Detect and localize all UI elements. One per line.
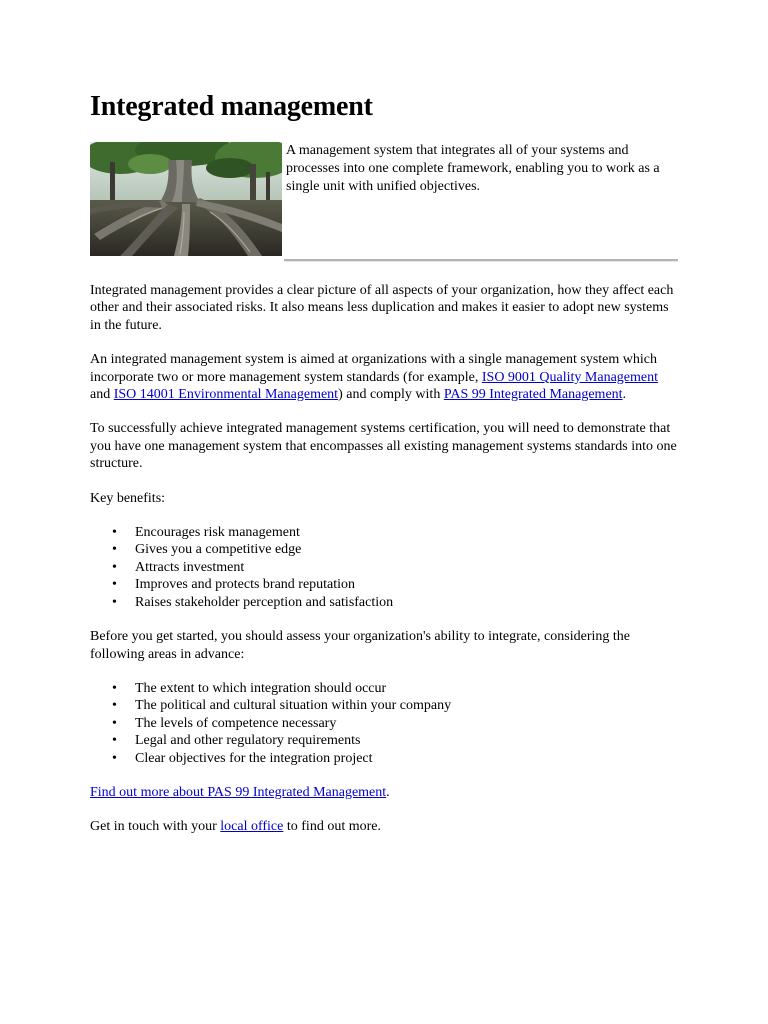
bullet-glyph: • [112,750,117,766]
list-item [90,576,680,593]
iso-14001-link[interactable]: ISO 14001 Environmental Management [113,387,339,403]
list-item-text: Clear objectives for the integration project [135,750,373,766]
list-item-text: Improves and protects brand reputation [135,577,356,593]
paragraph-text: . [386,784,390,800]
paragraph-overview: Integrated management provides a clear picture of all aspects of your organization, how they affect each other and their associated risks. It also means less duplication and makes it easier to adopt new systems in the future. [90,283,674,333]
bullet-glyph: • [112,733,117,749]
paragraph-before-started: Before you get started, you should assess your organization's ability to integrate, considering the following areas in advance: [90,629,630,662]
paragraph-text: Get in touch with your [90,819,221,835]
bullet-glyph: • [112,525,117,541]
benefits-list [90,524,680,611]
article-body [90,282,680,853]
list-item-text: The political and cultural situation within your company [135,698,452,714]
find-out-more-paragraph [90,784,680,801]
paragraph-text: to find out more. [283,819,381,835]
paragraph-audience [90,351,680,403]
intro-text: A management system that integrates all of your systems and processes into one complete framework, enabling you to work as a single unit with unified objectives. [286,143,660,194]
intro-section [90,142,680,272]
document-page [90,86,680,835]
page-title: Integrated management [90,91,373,122]
list-item-text: Gives you a competitive edge [135,542,302,558]
intro-divider [284,259,678,262]
local-office-link[interactable]: local office [220,819,284,835]
paragraph-text: An integrated management system is aimed at organizations with a single management system which incorporate two or more management system standards (for example, [90,352,657,385]
list-item-text: Raises stakeholder perception and satisfaction [135,594,394,610]
list-item [90,732,680,749]
bullet-glyph: • [112,715,117,731]
list-item [90,559,680,576]
paragraph-certification: To successfully achieve integrated management systems certification, you will need to demonstrate that you have one management system that encompasses all existing management systems standards into one structure. [90,421,677,472]
list-item-text: Attracts investment [135,559,245,575]
bullet-glyph: • [112,680,117,696]
bullet-glyph: • [112,577,117,593]
iso-9001-link[interactable]: ISO 9001 Quality Management [481,369,659,385]
contact-paragraph [90,818,680,835]
list-item-text: The levels of competence necessary [135,715,337,731]
list-item [90,697,680,714]
list-item-text: Encourages risk management [135,525,300,541]
pas-99-link[interactable]: PAS 99 Integrated Management [443,387,623,403]
bullet-glyph: • [112,594,117,610]
paragraph-text: and [90,387,114,403]
paragraph-text: ) and comply with [338,387,444,403]
find-out-more-link[interactable]: Find out more about PAS 99 Integrated Management [90,784,387,800]
list-item [90,541,680,558]
tree-roots-photo [90,142,282,256]
bullet-glyph: • [112,698,117,714]
list-item-text: The extent to which integration should occur [135,680,387,696]
bullet-glyph: • [112,559,117,575]
key-benefits-label: Key benefits: [90,490,166,506]
list-item [90,750,680,767]
list-item [90,594,680,611]
list-item [90,680,680,697]
bullet-glyph: • [112,542,117,558]
list-item [90,715,680,732]
areas-list [90,680,680,767]
list-item-text: Legal and other regulatory requirements [135,733,361,749]
list-item [90,524,680,541]
paragraph-text: . [622,387,627,403]
